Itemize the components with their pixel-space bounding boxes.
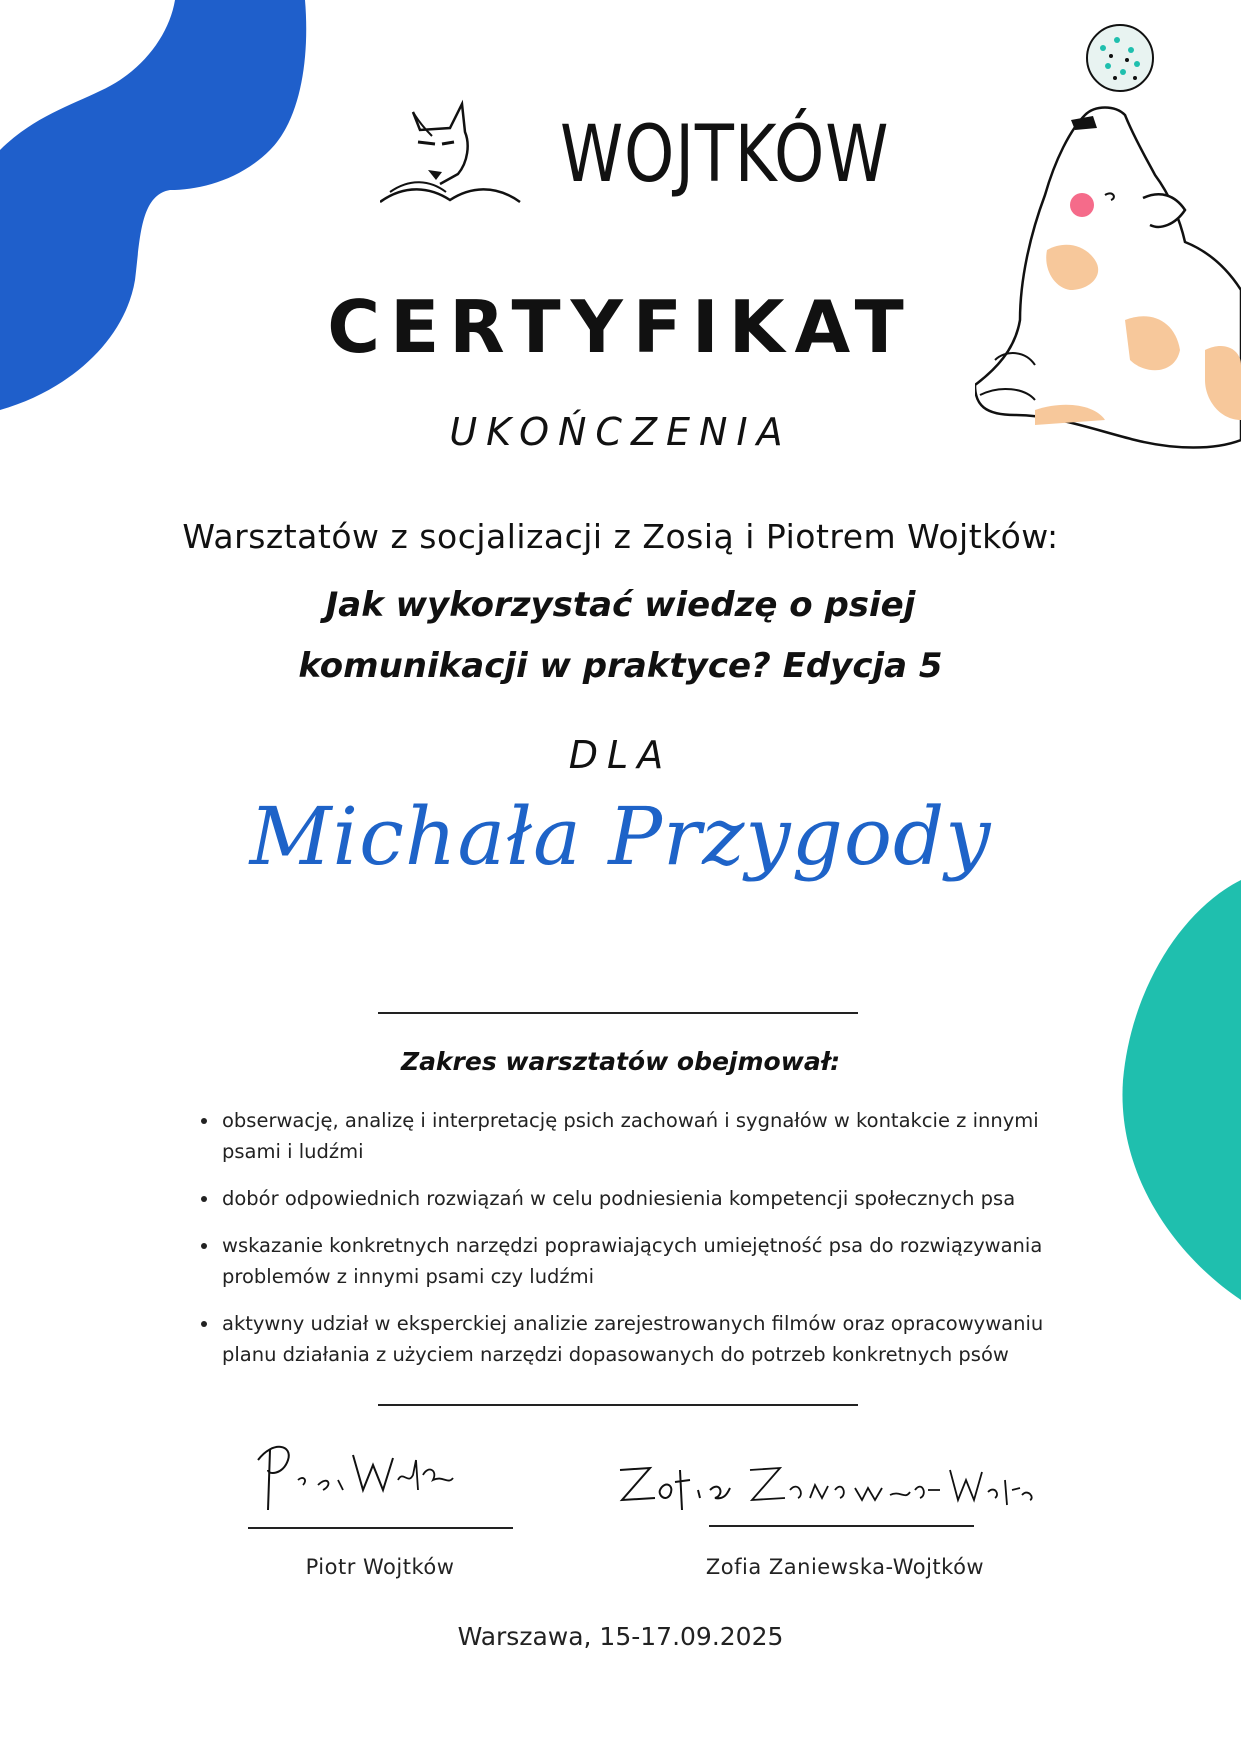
workshop-title <box>220 575 1021 697</box>
for-label: DLA <box>568 733 673 777</box>
brand-name: WOJTKÓW <box>560 110 890 200</box>
signature-line-2 <box>709 1525 974 1527</box>
workshop-intro: Warsztatów z socjalizacji z Zosią i Piotrem Wojtków: <box>182 517 1059 556</box>
workshop-title-line-1: Jak wykorzystać wiedzę o psiej <box>325 585 916 625</box>
recipient-name: Michała Przygody <box>249 790 992 883</box>
brand-logo <box>380 92 890 212</box>
teal-blob-decoration <box>1121 880 1241 1310</box>
scope-list <box>190 1105 1100 1386</box>
divider-bottom <box>378 1404 858 1406</box>
divider-top <box>378 1012 858 1014</box>
scope-list-item: • obserwację, analizę i interpretację psich zachowań i sygnałów w kontakcie z innymi psami i ludźmi <box>220 1105 1100 1167</box>
signer-name-1: Piotr Wojtków <box>305 1555 455 1579</box>
scope-list-item: • aktywny udział w eksperckiej analizie zarejestrowanych filmów oraz opracowywaniu planu działania z użyciem narzędzi dopasowanych do potrzeb konkretnych psów <box>220 1308 1100 1370</box>
workshop-title-line-2: komunikacji w praktyce? Edycja 5 <box>298 646 943 686</box>
place-and-date: Warszawa, 15-17.09.2025 <box>457 1622 784 1651</box>
certificate-subtitle: UKOŃCZENIA <box>449 410 792 454</box>
scope-list-item: • wskazanie konkretnych narzędzi poprawiających umiejętność psa do rozwiązywania problemów z innymi psami czy ludźmi <box>220 1230 1100 1292</box>
signer-name-2: Zofia Zaniewska-Wojtków <box>705 1555 985 1579</box>
signature-line-1 <box>248 1527 513 1529</box>
signature-piotr-wojtkow <box>248 1430 468 1520</box>
certificate-title: CERTYFIKAT <box>327 285 914 369</box>
dog-book-logo-icon <box>380 92 540 212</box>
scope-list-item: • dobór odpowiednich rozwiązań w celu podniesienia kompetencji społecznych psa <box>220 1183 1100 1214</box>
scope-heading: Zakres warsztatów obejmował: <box>400 1047 841 1076</box>
signature-zofia-zaniewska-wojtkow <box>610 1450 1040 1520</box>
